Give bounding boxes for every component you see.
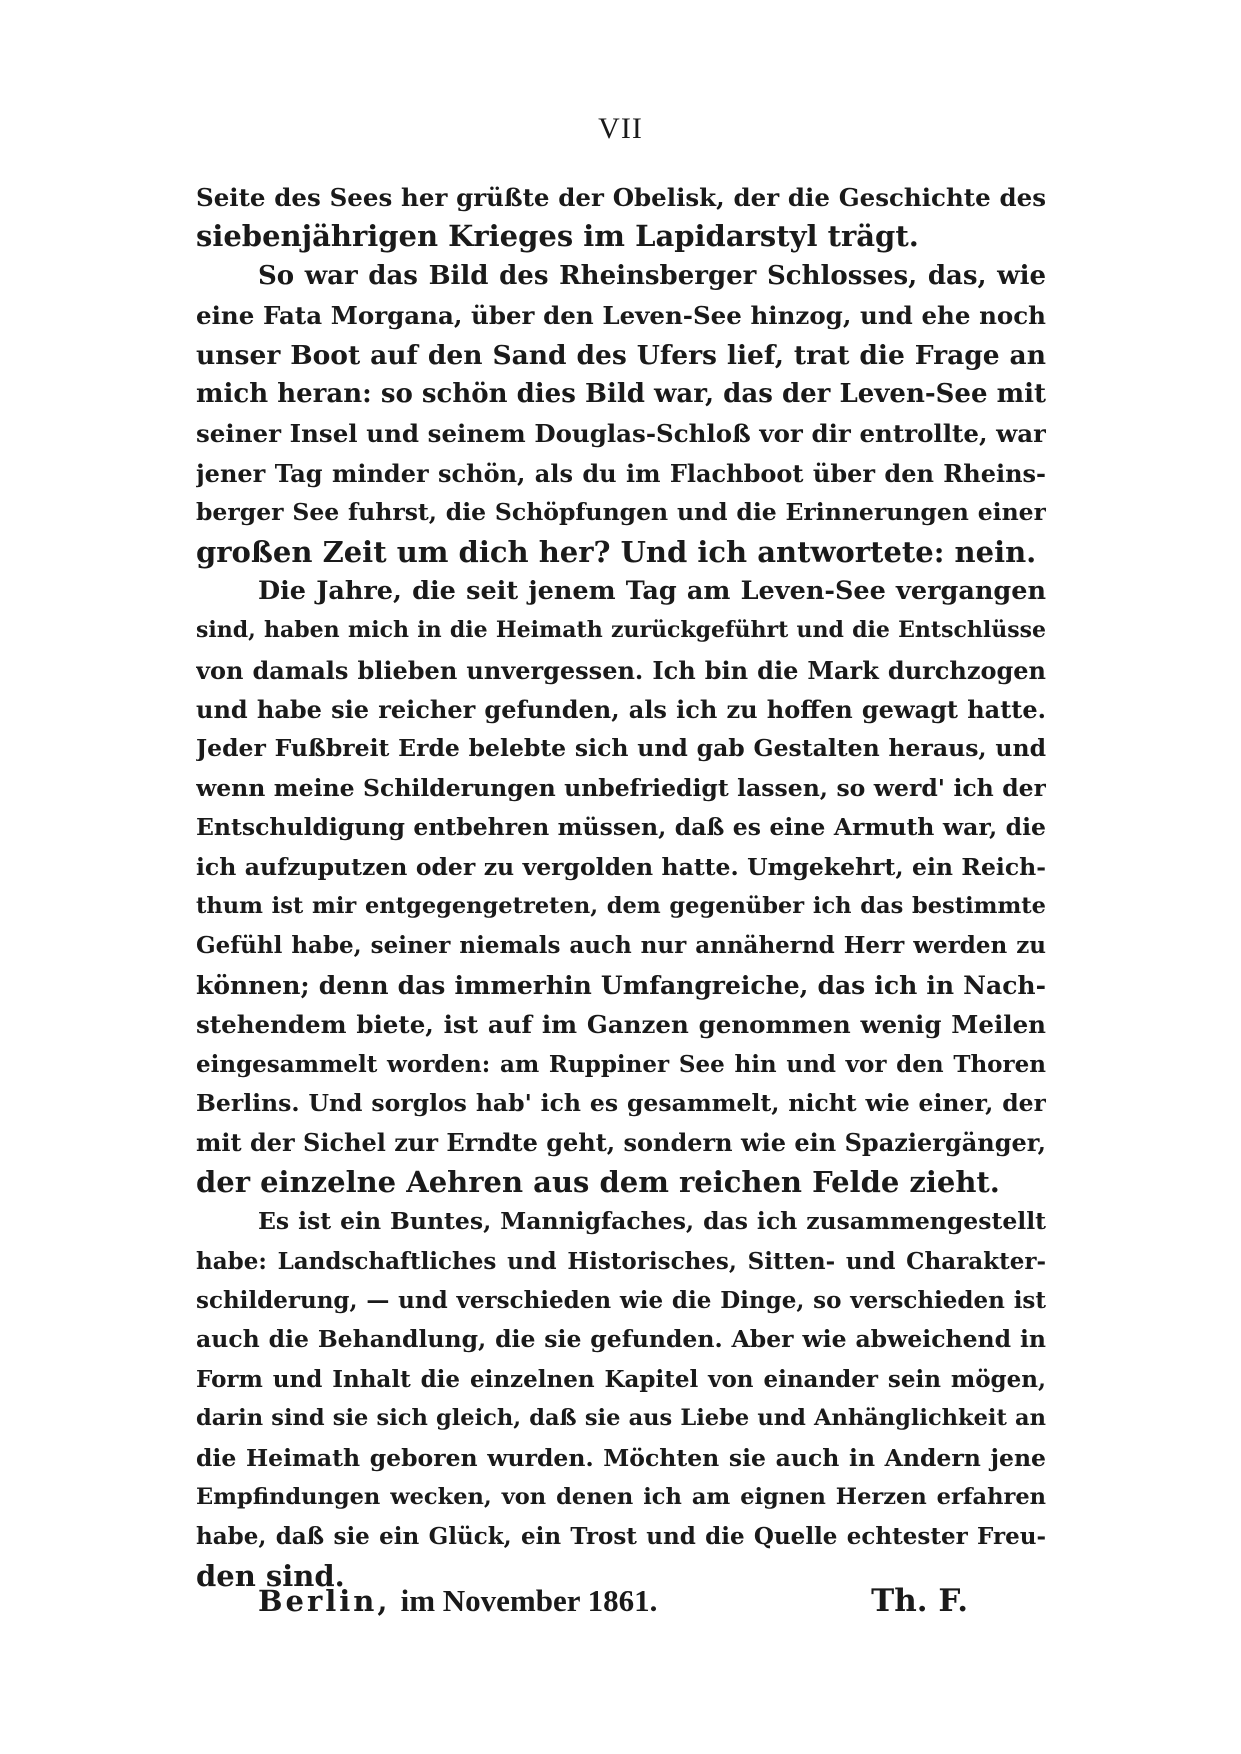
text-line: der einzelne Aehren aus dem reichen Felde zieht. — [196, 1164, 1000, 1199]
text-line: von damals blieben unvergessen. Ich bin die Mark durchzogen — [196, 655, 1046, 685]
text-line: habe, daß sie ein Glück, ein Trost und die Quelle echtester Freu- — [196, 1523, 1046, 1551]
preface-text — [196, 178, 1046, 1596]
text-line: sind, haben mich in die Heimath zurückgeführt und die Entschlüsse — [196, 617, 1046, 644]
text-line: stehendem biete, ist auf im Ganzen genommen wenig Meilen — [196, 1010, 1046, 1040]
place-date — [258, 1583, 657, 1619]
text-line: eine Fata Morgana, über den Leven-See hinzog, und ehe noch — [196, 301, 1046, 331]
text-line: seiner Insel und seinem Douglas-Schloß vor dir entrollte, war — [196, 419, 1046, 449]
text-line: Form und Inhalt die einzelnen Kapitel von einander sein mögen, — [196, 1365, 1046, 1393]
text-line: darin sind sie sich gleich, daß sie aus Liebe und Anhänglichkeit an — [196, 1405, 1046, 1432]
text-line: Berlins. Und sorglos hab' ich es gesammelt, nicht wie einer, der — [196, 1088, 1046, 1117]
text-line: ich aufzuputzen oder zu vergolden hatte. Umgekehrt, ein Reich- — [196, 852, 1046, 881]
text-line: schilderung, — und verschieden wie die Dinge, so verschieden ist — [196, 1286, 1046, 1314]
text-line: eingesammelt worden: am Ruppiner See hin und vor den Thoren — [196, 1050, 1046, 1078]
text-line: berger See fuhrst, die Schöpfungen und die Erinnerungen einer — [196, 498, 1046, 527]
text-line: habe: Landschaftliches und Historisches, Sitten- und Charakter- — [196, 1247, 1046, 1275]
text-line: die Heimath geboren wurden. Möchten sie auch in Andern jene — [196, 1443, 1046, 1472]
author-initials: Th. F. — [871, 1583, 968, 1619]
text-line: Es ist ein Buntes, Mannigfaches, das ich zusammengestellt — [258, 1207, 1046, 1236]
text-line: wenn meine Schilderungen unbefriedigt lassen, so werd' ich der — [196, 773, 1046, 802]
text-line: Gefühl habe, seiner niemals auch nur annähernd Herr werden zu — [196, 932, 1046, 960]
text-line: thum ist mir entgegengetreten, dem gegenüber ich das bestimmte — [196, 893, 1046, 920]
text-line: großen Zeit um dich her? Und ich antwortete: nein. — [196, 534, 1037, 569]
closing-line — [258, 1583, 1048, 1627]
text-line: Entschuldigung entbehren müssen, daß es eine Armuth war, die — [196, 813, 1046, 842]
text-line: siebenjährigen Krieges im Lapidarstyl trägt. — [196, 219, 919, 254]
page-number: VII — [598, 112, 643, 145]
text-line: So war das Bild des Rheinsberger Schlosses, das, wie — [258, 260, 1046, 291]
text-line: unser Boot auf den Sand des Ufers lief, trat die Frage an — [196, 339, 1046, 371]
text-line: Jeder Fußbreit Erde belebte sich und gab Gestalten heraus, und — [196, 734, 1046, 763]
text-line: mich heran: so schön dies Bild war, das der Leven-See mit — [196, 378, 1046, 409]
text-line: können; denn das immerhin Umfangreiche, das ich in Nach- — [196, 970, 1046, 1000]
text-line: auch die Behandlung, die sie gefunden. Aber wie abweichend in — [196, 1325, 1046, 1354]
text-line: jener Tag minder schön, als du im Flachboot über den Rheins- — [196, 458, 1046, 488]
text-line: Die Jahre, die seit jenem Tag am Leven-See vergangen — [258, 575, 1046, 606]
closing-date: im November 1861. — [400, 1583, 658, 1618]
text-line: Empfindungen wecken, von denen ich am eignen Herzen erfahren — [196, 1483, 1046, 1510]
closing-place: Berlin, — [258, 1584, 391, 1618]
text-line: mit der Sichel zur Erndte geht, sondern wie ein Spaziergänger, — [196, 1128, 1046, 1158]
text-line: und habe sie reicher gefunden, als ich zu hoffen gewagt hatte. — [196, 695, 1046, 725]
text-line: Seite des Sees her grüßte der Obelisk, der die Geschichte des — [196, 183, 1046, 212]
text-line: den sind. — [196, 1558, 345, 1593]
